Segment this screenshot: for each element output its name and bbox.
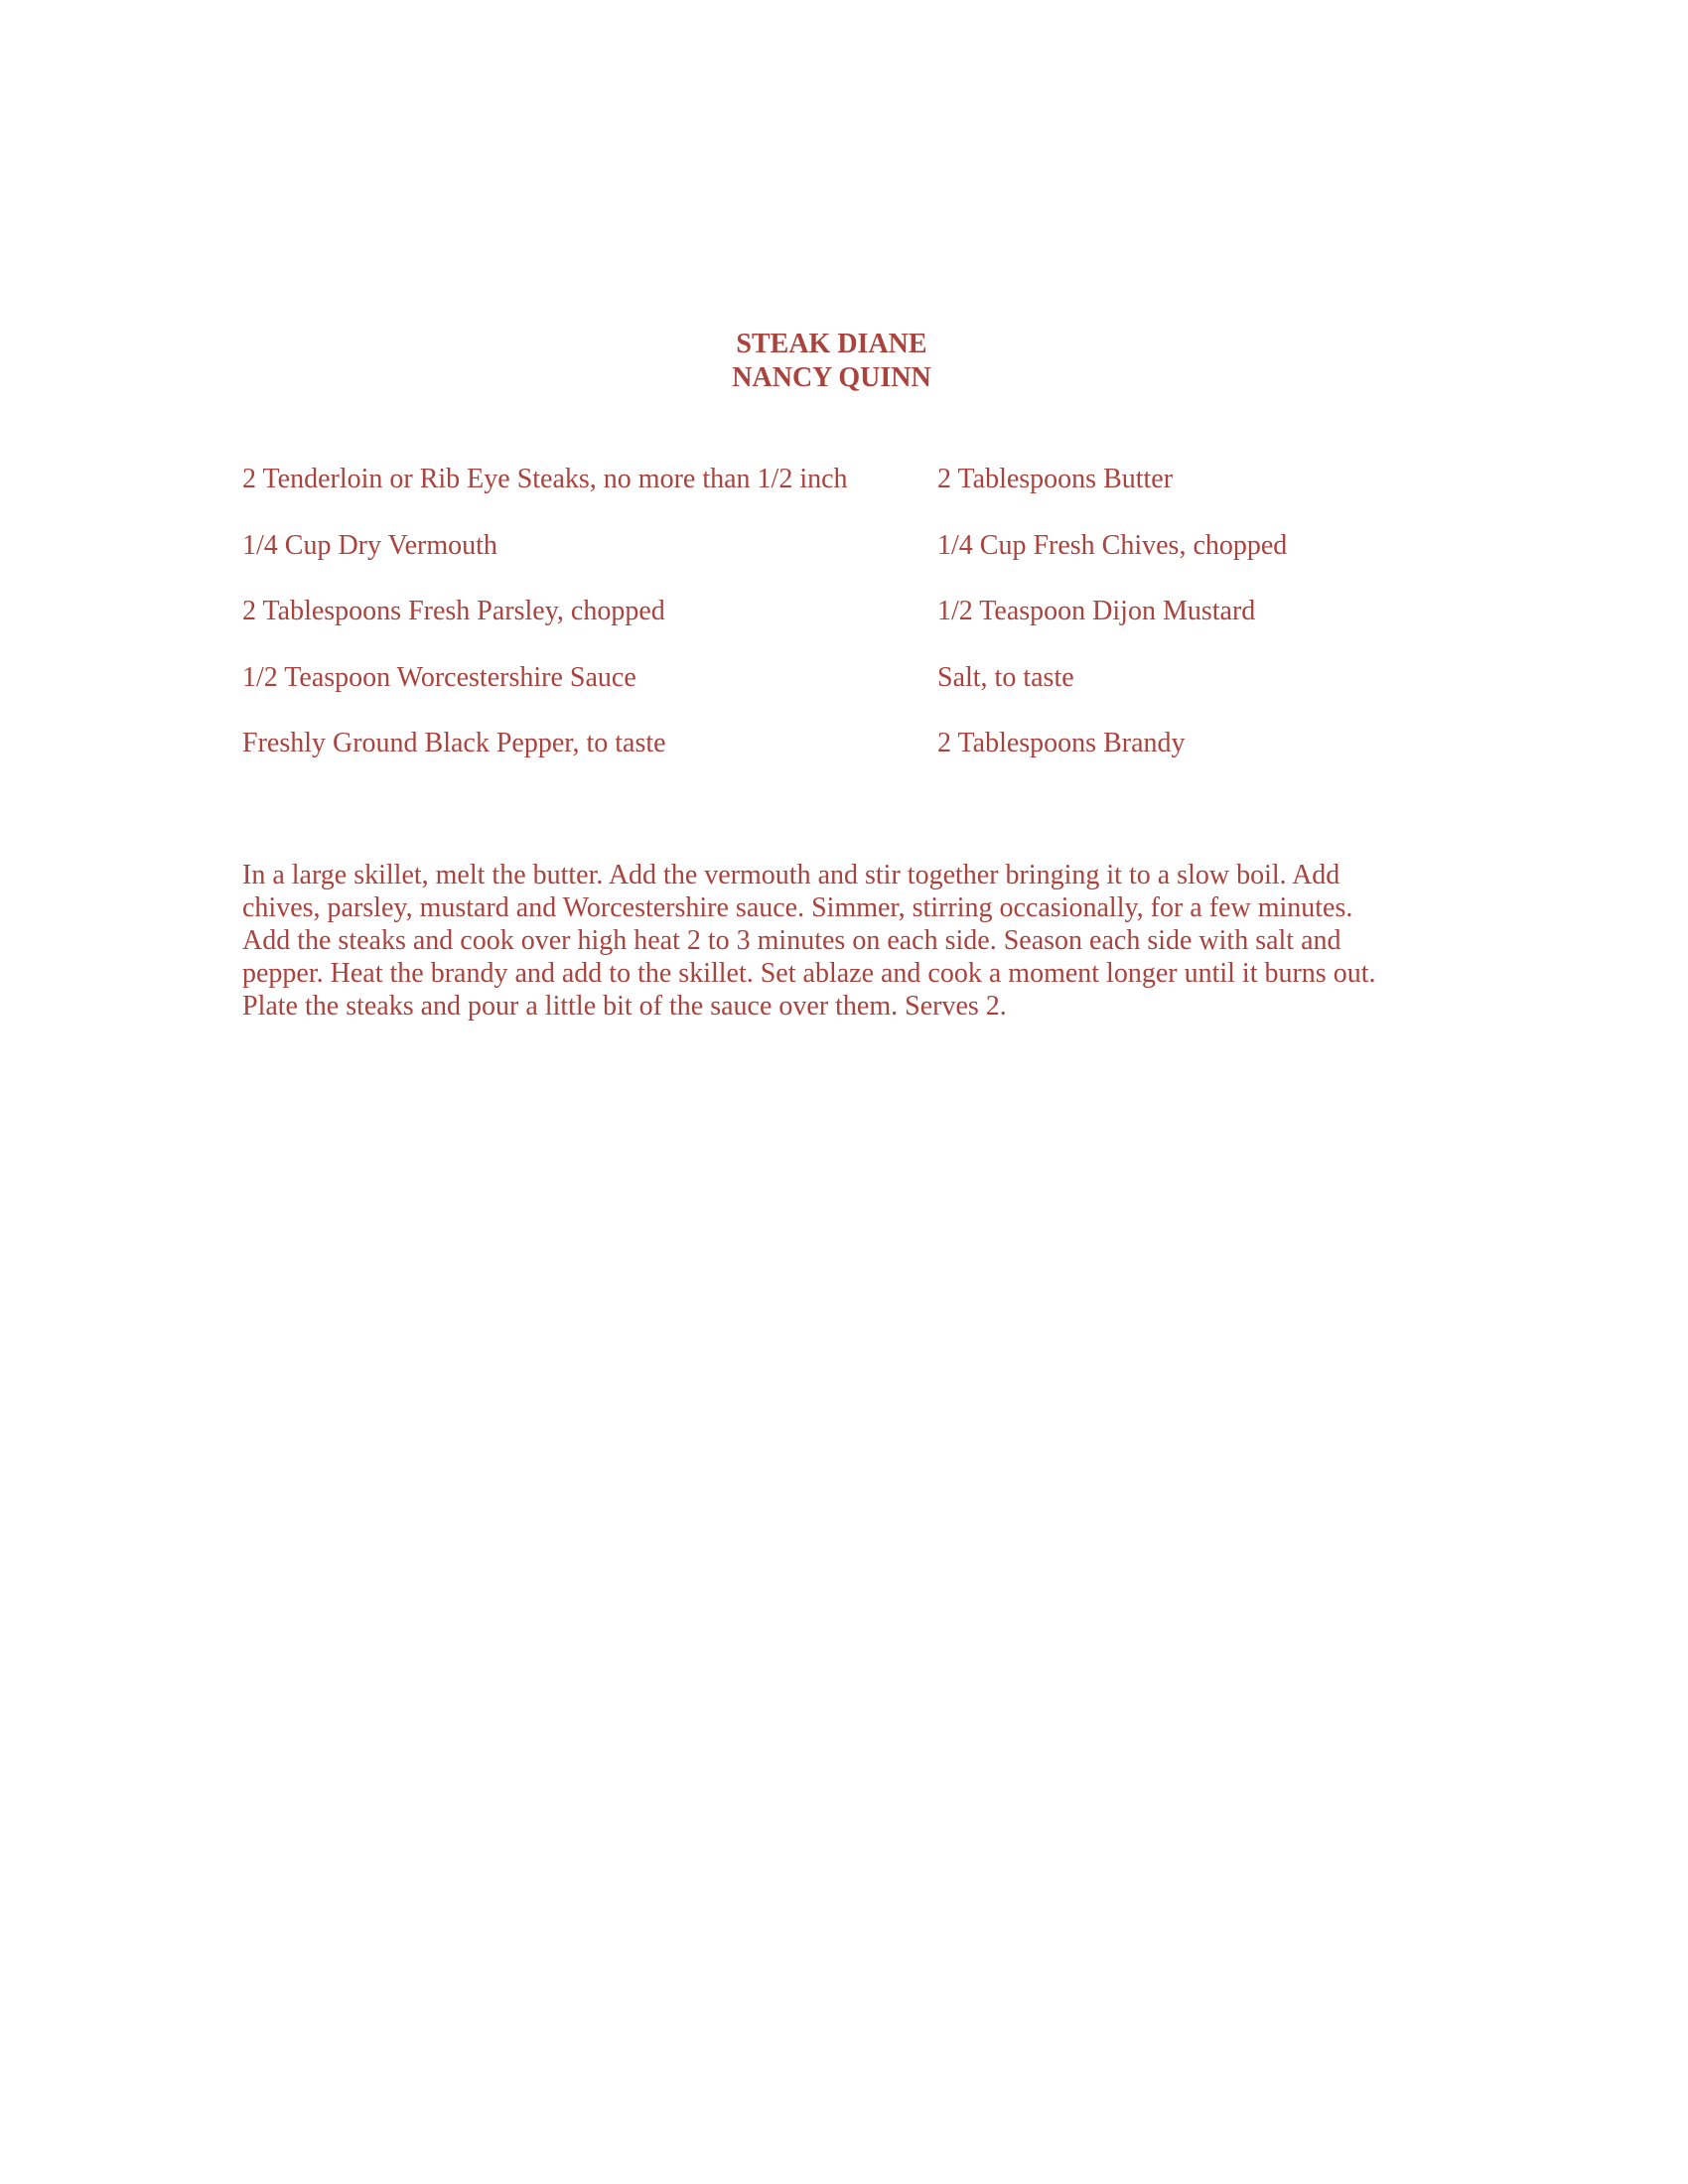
ingredient-item: Freshly Ground Black Pepper, to taste (242, 728, 666, 758)
ingredient-item: 1/4 Cup Dry Vermouth (242, 529, 497, 561)
ingredient-item: 1/4 Cup Fresh Chives, chopped (937, 529, 1288, 561)
ingredient-list (242, 460, 1434, 790)
recipe-author: NANCY QUINN (732, 362, 931, 393)
instruction-line: Plate the steaks and pour a little bit of the sauce over them. Serves 2. (242, 991, 1007, 1022)
instruction-line: chives, parsley, mustard and Worcestershire sauce. Simmer, stirring occasionally, for a few minutes. (242, 892, 1353, 923)
instruction-line: In a large skillet, melt the butter. Add the vermouth and stir together bringing it to a slow boil. Add (242, 860, 1340, 890)
recipe-instructions (242, 859, 1434, 1023)
ingredient-item: 1/2 Teaspoon Dijon Mustard (937, 596, 1256, 626)
ingredient-item: 2 Tablespoons Fresh Parsley, chopped (242, 596, 665, 626)
recipe-header (0, 328, 1663, 395)
recipe-title: STEAK DIANE (736, 329, 927, 359)
ingredient-item: Salt, to taste (937, 661, 1074, 693)
ingredient-item: 2 Tenderloin or Rib Eye Steaks, no more than 1/2 inch (242, 464, 848, 494)
ingredient-item: 1/2 Teaspoon Worcestershire Sauce (242, 661, 636, 693)
instruction-line: pepper. Heat the brandy and add to the skillet. Set ablaze and cook a moment longer until it burns out. (242, 958, 1376, 989)
ingredient-item: 2 Tablespoons Butter (937, 464, 1174, 494)
ingredient-item: 2 Tablespoons Brandy (937, 728, 1186, 758)
instruction-line: Add the steaks and cook over high heat 2 to 3 minutes on each side. Season each side with salt and (242, 925, 1341, 956)
